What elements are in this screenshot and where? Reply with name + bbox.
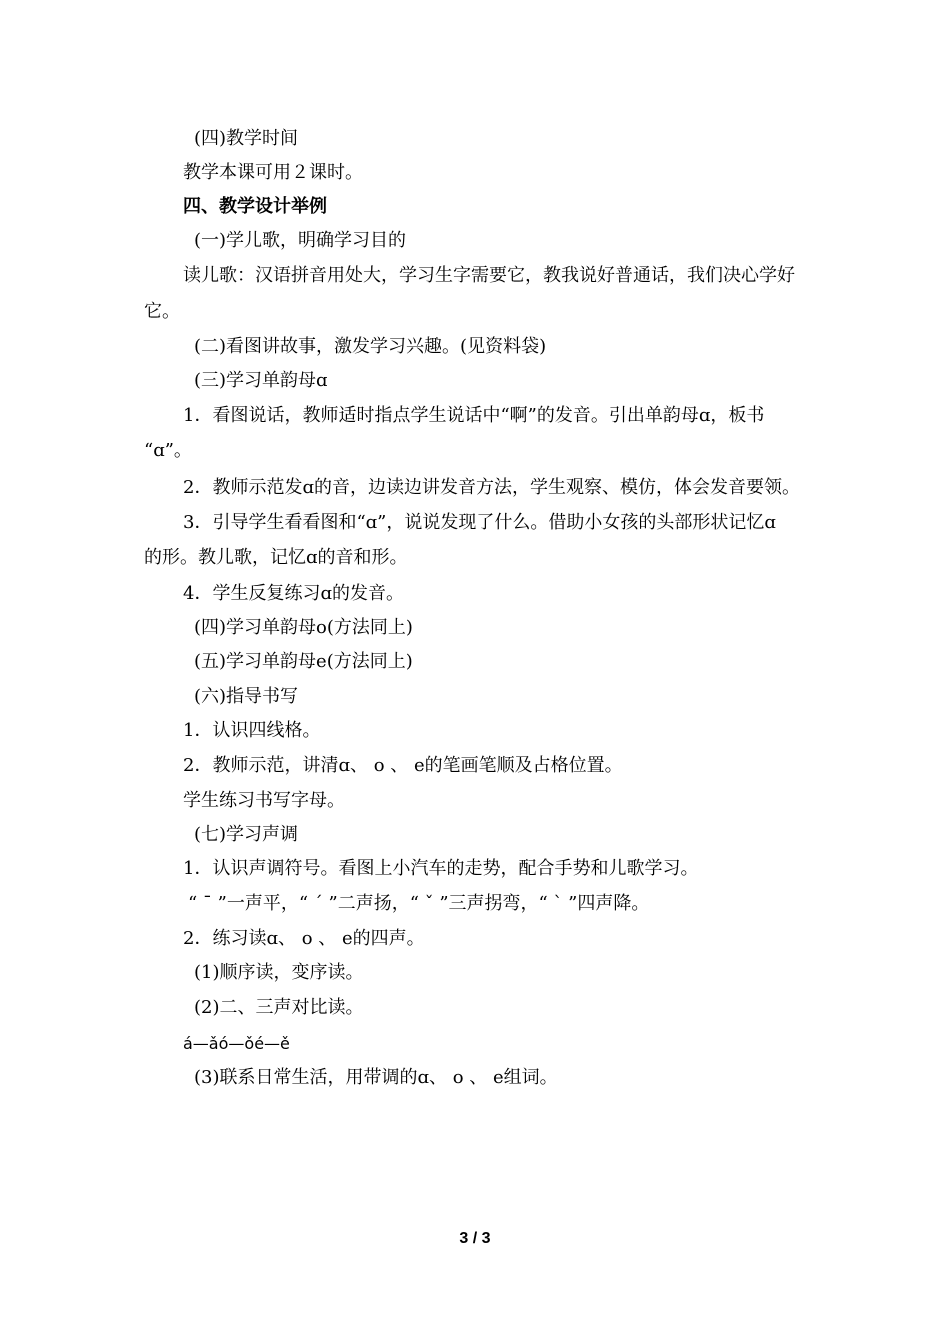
paragraph-step3-line1: 3．引导学生看看图和“ɑ”，说说发现了什么。借助小女孩的头部形状记忆ɑ — [183, 512, 776, 533]
paragraph-step1-line2: “ɑ”。 — [144, 440, 192, 461]
paragraph-writing-practice: 学生练习书写字母。 — [183, 790, 345, 811]
paragraph-step1-line1: 1．看图说话，教师适时指点学生说话中“啊”的发音。引出单韵母ɑ，板书 — [183, 405, 765, 426]
subsection-heading-tones: (七)学习声调 — [194, 824, 299, 845]
subsection-heading-writing: (六)指导书写 — [194, 686, 299, 707]
subsection-heading-vowel-o: (四)学习单韵母o(方法同上) — [194, 617, 413, 638]
paragraph-rhyme-line2: 它。 — [144, 301, 180, 322]
paragraph-tones-sub1: (1)顺序读，变序读。 — [194, 962, 364, 983]
paragraph-tones-sub2: (2)二、三声对比读。 — [194, 997, 364, 1018]
paragraph-class-hours: 教学本课可用２课时。 — [183, 162, 363, 183]
subsection-heading-teaching-time: (四)教学时间 — [194, 128, 299, 149]
paragraph-step3-line2: 的形。教儿歌，记忆ɑ的音和形。 — [144, 547, 408, 568]
page-number: 3 / 3 — [459, 1230, 491, 1247]
paragraph-writing-step1: 1．认识四线格。 — [183, 720, 321, 741]
subsection-heading-vowel-a: (三)学习单韵母ɑ — [194, 370, 328, 391]
paragraph-rhyme-line1: 读儿歌：汉语拼音用处大，学习生字需要它，教我说好普通话，我们决心学好 — [183, 265, 795, 286]
paragraph-tones-step2: 2．练习读ɑ、 o 、 e的四声。 — [183, 928, 425, 949]
paragraph-tones-sub3: (3)联系日常生活，用带调的ɑ、 o 、 e组词。 — [194, 1067, 558, 1088]
section-heading-design-example: 四、教学设计举例 — [183, 196, 327, 217]
paragraph-tone-pairs: á—ǎó—ǒé—ě — [183, 1034, 290, 1053]
paragraph-tone-rhyme: “ ˉ ”一声平，“ ˊ ”二声扬，“ ˇ ”三声拐弯，“ ˋ ”四声降。 — [188, 893, 650, 914]
paragraph-tones-step1: 1．认识声调符号。看图上小汽车的走势，配合手势和儿歌学习。 — [183, 858, 699, 879]
paragraph-step2: 2．教师示范发ɑ的音，边读边讲发音方法，学生观察、模仿，体会发音要领。 — [183, 477, 800, 498]
paragraph-step4: 4．学生反复练习ɑ的发音。 — [183, 583, 404, 604]
subsection-heading-story: (二)看图讲故事，激发学习兴趣。(见资料袋) — [194, 336, 547, 357]
subsection-heading-vowel-e: (五)学习单韵母e(方法同上) — [194, 651, 413, 672]
paragraph-writing-step2: 2．教师示范，讲清ɑ、 o 、 e的笔画笔顺及占格位置。 — [183, 755, 623, 776]
subsection-heading-nursery-rhyme: (一)学儿歌，明确学习目的 — [194, 230, 407, 251]
